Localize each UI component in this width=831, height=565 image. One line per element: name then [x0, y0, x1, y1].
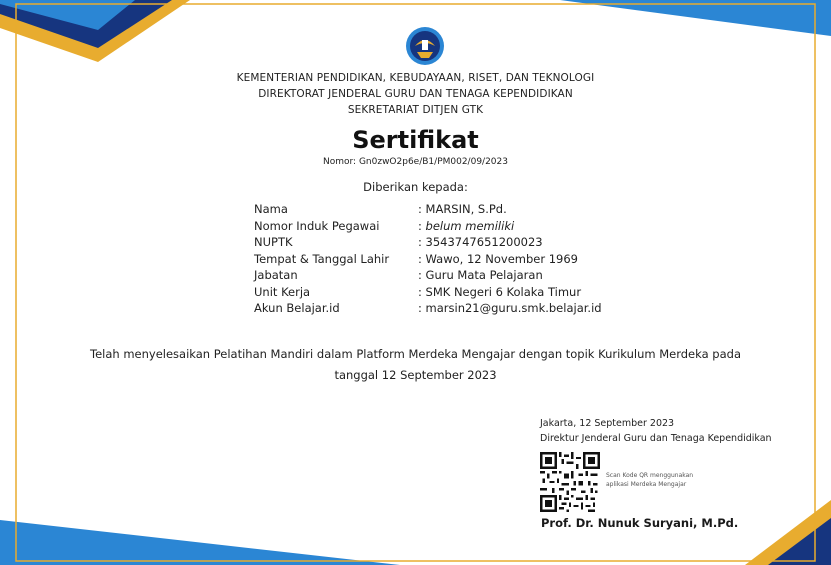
ministry-name: KEMENTERIAN PENDIDIKAN, KEBUDAYAAN, RISET, DAN TEKNOLOGI — [236, 72, 595, 84]
detail-row-nip — [254, 219, 602, 236]
qr-caption-line-1: Scan Kode QR menggunakan — [606, 472, 694, 479]
detail-row-account — [254, 301, 602, 318]
signer-name: Prof. Dr. Nunuk Suryani, M.Pd. — [541, 516, 739, 530]
detail-label: Nama — [254, 202, 288, 216]
detail-value-prefix: : — [418, 218, 426, 233]
directorate-name: DIREKTORAT JENDERAL GURU DAN TENAGA KEPENDIDIKAN — [258, 88, 573, 100]
qr-caption — [606, 471, 706, 489]
recipient-details — [254, 202, 602, 318]
detail-label: Jabatan — [254, 268, 298, 282]
detail-value: : Guru Mata Pelajaran — [418, 268, 543, 282]
detail-value: belum memiliki — [425, 218, 515, 233]
qr-caption-line-2: aplikasi Merdeka Mengajar — [606, 481, 687, 488]
detail-label: Tempat & Tanggal Lahir — [254, 251, 390, 266]
detail-label: NUPTK — [254, 235, 293, 249]
certificate-title: Sertifikat — [352, 126, 479, 154]
detail-row-name — [254, 202, 602, 219]
detail-label: Nomor Induk Pegawai — [254, 218, 380, 233]
statement-line-2: tanggal 12 September 2023 — [334, 368, 497, 382]
detail-value: : SMK Negeri 6 Kolaka Timur — [418, 284, 582, 299]
detail-value: : 3543747651200023 — [418, 235, 543, 249]
detail-label: Unit Kerja — [254, 284, 311, 299]
detail-label: Akun Belajar.id — [254, 301, 340, 315]
signer-title: Direktur Jenderal Guru dan Tenaga Kependidikan — [540, 433, 772, 444]
detail-row-birth — [254, 252, 602, 269]
detail-value: : marsin21@guru.smk.belajar.id — [418, 301, 602, 315]
completion-statement — [60, 344, 771, 386]
certificate-number: Nomor: Gn0zwO2p6e/B1/PM002/09/2023 — [323, 157, 508, 167]
detail-value: : MARSIN, S.Pd. — [418, 202, 507, 216]
statement-line-1: Telah menyelesaikan Pelatihan Mandiri dalam Platform Merdeka Mengajar dengan topik Kurikulum Merdeka pada — [90, 347, 741, 361]
secretariat-name: SEKRETARIAT DITJEN GTK — [347, 104, 484, 116]
place-date: Jakarta, 12 September 2023 — [540, 418, 675, 429]
given-to-label: Diberikan kepada: — [363, 180, 468, 194]
detail-row-workplace — [254, 285, 602, 302]
qr-code-icon — [540, 452, 600, 512]
detail-row-position — [254, 268, 602, 285]
detail-row-nuptk — [254, 235, 602, 252]
tut-wuri-handayani-emblem-icon — [405, 26, 445, 66]
detail-value: : Wawo, 12 November 1969 — [418, 251, 579, 266]
